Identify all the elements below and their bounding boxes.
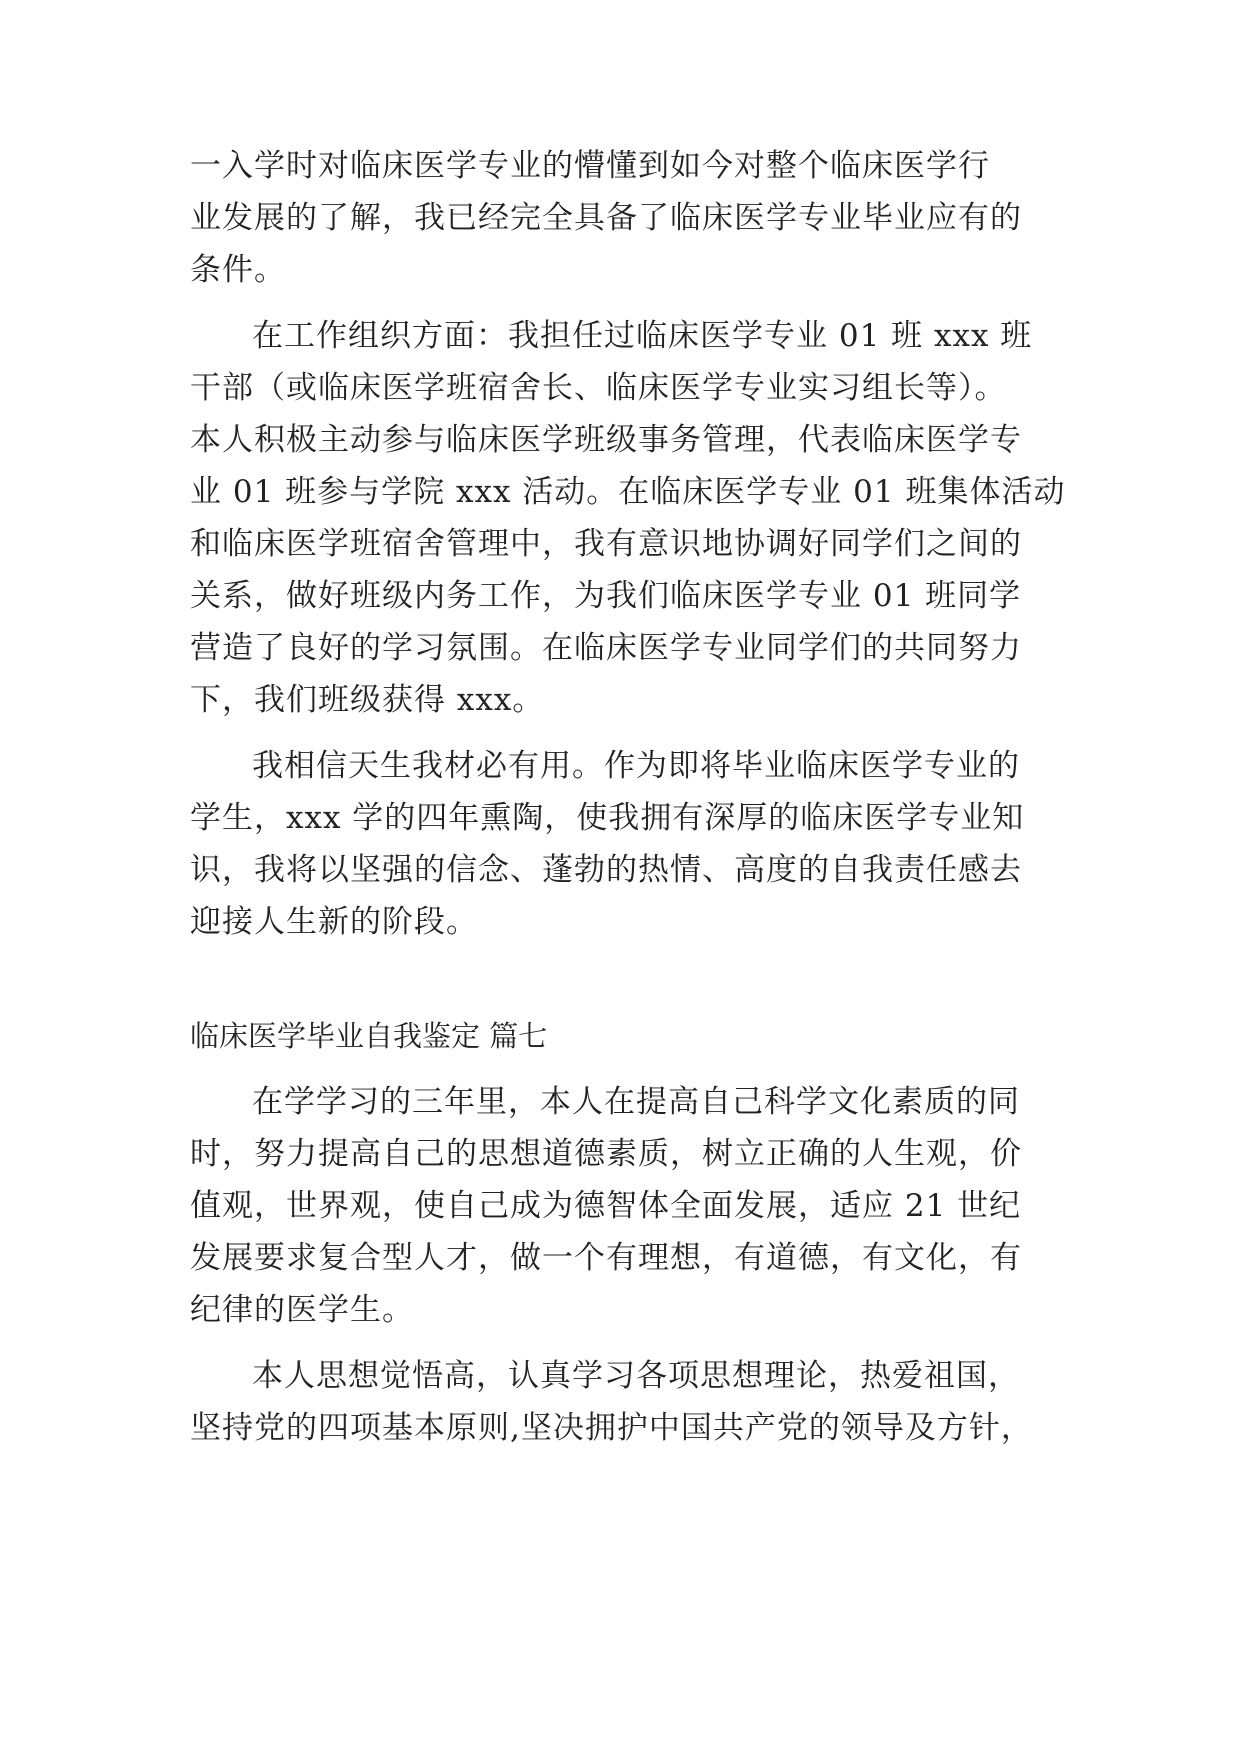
body-text-line: 坚持党的四项基本原则,坚决拥护中国共产党的领导及方针，	[190, 1410, 1033, 1446]
body-text-line: 值观，世界观，使自己成为德智体全面发展，适应 21 世纪	[190, 1188, 1022, 1224]
paragraph-first-line: 在学学习的三年里，本人在提高自己科学文化素质的同	[252, 1084, 1020, 1120]
paragraph-first-line: 在工作组织方面：我担任过临床医学专业 01 班 xxx 班	[252, 318, 1033, 354]
body-text-line: 业 01 班参与学院 xxx 活动。在临床医学专业 01 班集体活动	[190, 474, 1066, 510]
paragraph-first-line: 本人思想觉悟高，认真学习各项思想理论，热爱祖国，	[252, 1358, 1020, 1394]
body-text-line: 学生，xxx 学的四年熏陶，使我拥有深厚的临床医学专业知	[190, 800, 1025, 836]
body-text-line: 条件。	[190, 252, 286, 288]
body-text-line: 下，我们班级获得 xxx。	[190, 682, 545, 718]
body-text-line: 业发展的了解，我已经完全具备了临床医学专业毕业应有的	[190, 200, 1022, 236]
body-text-line: 关系，做好班级内务工作，为我们临床医学专业 01 班同学	[190, 578, 1022, 614]
body-text-line: 一入学时对临床医学专业的懵懂到如今对整个临床医学行	[190, 148, 990, 184]
section-heading: 临床医学毕业自我鉴定 篇七	[190, 1019, 548, 1053]
body-text-line: 纪律的医学生。	[190, 1292, 414, 1328]
body-text-line: 识，我将以坚强的信念、蓬勃的热情、高度的自我责任感去	[190, 852, 1022, 888]
body-text-line: 营造了良好的学习氛围。在临床医学专业同学们的共同努力	[190, 630, 1022, 666]
paragraph-first-line: 我相信天生我材必有用。作为即将毕业临床医学专业的	[252, 748, 1020, 784]
body-text-line: 本人积极主动参与临床医学班级事务管理，代表临床医学专	[190, 422, 1022, 458]
body-text-line: 发展要求复合型人才，做一个有理想，有道德，有文化，有	[190, 1240, 1022, 1276]
body-text-line: 和临床医学班宿舍管理中，我有意识地协调好同学们之间的	[190, 526, 1022, 562]
body-text-line: 时，努力提高自己的思想道德素质，树立正确的人生观，价	[190, 1136, 1022, 1172]
body-text-line: 迎接人生新的阶段。	[190, 904, 478, 940]
body-text-line: 干部（或临床医学班宿舍长、临床医学专业实习组长等）。	[190, 370, 1007, 406]
